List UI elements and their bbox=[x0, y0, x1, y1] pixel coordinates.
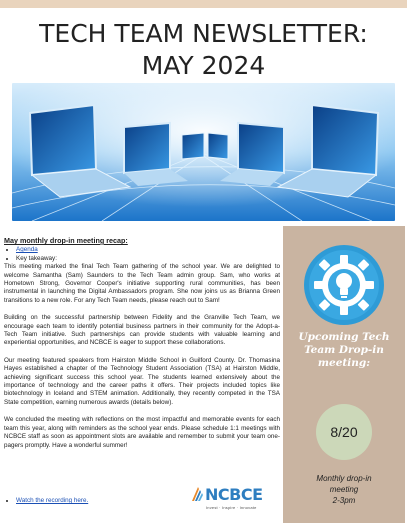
meeting-type-line1: Monthly drop-in bbox=[316, 474, 372, 483]
upcoming-meeting-title: Upcoming Tech Team Drop-in meeting: bbox=[298, 331, 390, 369]
meeting-type-line2: meeting bbox=[329, 485, 359, 494]
meeting-time: 2-3pm bbox=[332, 496, 356, 505]
logo-tagline: Invest · Inspire · Innovate bbox=[206, 505, 257, 510]
upcoming-meeting-sidebar bbox=[283, 226, 405, 523]
gear-lightbulb-icon bbox=[303, 244, 385, 326]
newsletter-title bbox=[0, 18, 407, 82]
ncbce-logo bbox=[191, 485, 281, 517]
recap-paragraph-2: Building on the successful partnership between Fidelity and the Granville Tech Team, we encourage each team to identify potential business partners in their community for the Adopt-a-Tech Team initiative. Such partnerships can provide students with valuable learning and experiential opportunities, and NCBCE is eager to support these collaborations. bbox=[4, 314, 280, 347]
list-item bbox=[16, 497, 88, 504]
recap-paragraph-3: Our meeting featured speakers from Hairston Middle School in Guilford County. Dr. Thomasina Hayes established a chapter of the Technology Student Association (TSA) at Hairston Middle, achieving significant success this school year. The students learned extensively about the importance of technology and the career paths it offers. Their projects included topics like biotechnology in Iceland and STEM animation. Additionally, they recently competed in the TSA State competition, earning numerous awards (details below). bbox=[4, 356, 280, 406]
top-color-band bbox=[0, 0, 407, 8]
ncbce-mark-icon bbox=[191, 486, 205, 502]
meeting-details bbox=[283, 473, 405, 506]
recap-heading: May monthly drop-in meeting recap: bbox=[4, 236, 128, 245]
recap-paragraph-1: This meeting marked the final Tech Team gathering of the school year. We are delighted to welcome Samantha (Sam) Saunders to the Tech Team admin group. Sam, who works at Hometown Strong, Governor Cooper's initiative supporting rural communities, has been instrumental in launching the Digital Ambassadors program. She now joins us as Brianna Green transitions to a new role. For any Tech Team needs, please reach out to Sam! bbox=[4, 263, 280, 304]
logo-wordmark: NCBCE bbox=[205, 485, 263, 504]
agenda-link[interactable]: Agenda bbox=[16, 246, 38, 253]
watch-recording-link[interactable]: Watch the recording here. bbox=[16, 497, 89, 504]
recap-paragraph-4: We concluded the meeting with reflections on the most impactful and memorable events for each team this year, along with reminders as the school year ends. Please schedule 1:1 meetings with NCBCE staff as soon as appointment slots are available and remember to submit your team one-pagers promptly. Have a wonderful summer! bbox=[4, 416, 280, 449]
title-line-1: TECH TEAM NEWSLETTER: bbox=[39, 19, 368, 48]
recap-bullets bbox=[16, 246, 280, 263]
hero-laptops-image bbox=[12, 83, 395, 221]
title-line-2: MAY 2024 bbox=[141, 51, 266, 80]
recap-section bbox=[4, 236, 280, 450]
list-item: • Key takeaway: bbox=[16, 255, 280, 264]
list-item bbox=[16, 246, 280, 255]
meeting-date: 8/20 bbox=[330, 424, 358, 440]
watch-recording-list bbox=[16, 497, 88, 504]
meeting-date-badge bbox=[316, 404, 372, 460]
